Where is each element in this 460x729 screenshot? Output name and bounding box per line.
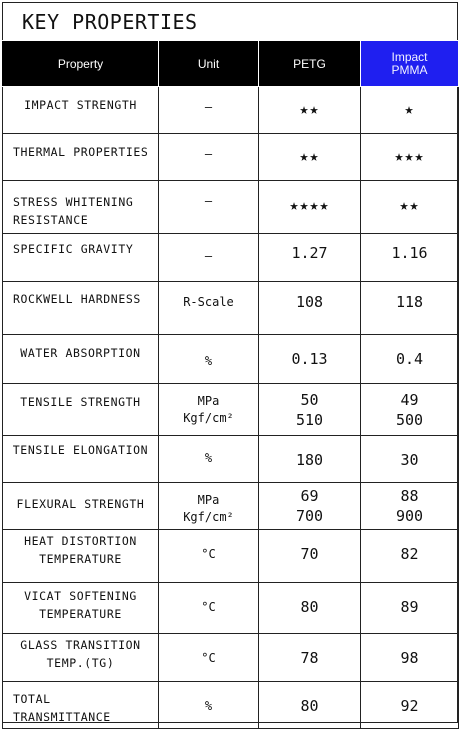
pmma-value-cell <box>361 134 459 181</box>
pmma-value-cell-text: ★★★ <box>394 147 425 165</box>
property-name-cell-text: TENSILE STRENGTH <box>20 395 141 409</box>
property-name-cell-text: ROCKWELL HARDNESS <box>13 292 141 306</box>
property-name-cell <box>3 436 159 483</box>
unit-cell-text: Kgf/cm² <box>183 510 234 524</box>
property-name-cell <box>3 335 159 384</box>
unit-cell-text: — <box>204 100 213 114</box>
petg-value-cell-text: 700 <box>295 507 324 525</box>
property-name-cell <box>3 282 159 335</box>
pmma-value-cell <box>361 181 459 234</box>
property-name-cell-text: TEMPERATURE <box>39 552 122 566</box>
petg-value-cell <box>259 384 361 436</box>
property-name-cell-text: TEMPERATURE <box>39 607 122 621</box>
unit-cell-text: MPa <box>197 493 220 507</box>
pmma-value-cell-text: ★★ <box>399 196 420 214</box>
pmma-value-cell-text: 0.4 <box>395 350 424 368</box>
property-name-cell-text: TENSILE ELONGATION <box>12 443 149 457</box>
pmma-value-cell-text: 88 <box>400 487 419 505</box>
unit-cell <box>159 682 259 729</box>
petg-value-cell-text: 80 <box>300 697 319 715</box>
property-name-cell-text: TEMP.(TG) <box>46 656 115 670</box>
property-name-cell <box>3 134 159 181</box>
petg-value-cell <box>259 234 361 282</box>
properties-table <box>2 40 459 729</box>
pmma-value-cell-text: 98 <box>400 649 419 667</box>
unit-cell <box>159 530 259 583</box>
pmma-value-cell <box>361 583 459 634</box>
pmma-value-cell-text: 118 <box>395 293 424 311</box>
property-name-cell-text: VICAT SOFTENING <box>24 589 137 603</box>
table-row <box>3 530 459 583</box>
table-row <box>3 634 459 682</box>
table-row <box>3 134 459 181</box>
pmma-value-cell <box>361 335 459 384</box>
unit-cell <box>159 134 259 181</box>
petg-value-cell-text: ★★ <box>299 147 320 165</box>
petg-value-cell <box>259 634 361 682</box>
pmma-value-cell-text: 89 <box>400 598 419 616</box>
unit-cell-text: °C <box>201 547 216 561</box>
unit-cell-text: Kgf/cm² <box>183 411 234 425</box>
pmma-value-cell <box>361 282 459 335</box>
table-row <box>3 87 459 134</box>
unit-cell <box>159 583 259 634</box>
header-pmma-line1: Impact <box>391 49 428 64</box>
property-name-cell-text: WATER ABSORPTION <box>20 346 141 360</box>
unit-cell <box>159 234 259 282</box>
petg-value-cell-text: 70 <box>300 545 319 563</box>
unit-cell-text: R-Scale <box>183 295 234 309</box>
pmma-value-cell <box>361 530 459 583</box>
pmma-value-cell <box>361 634 459 682</box>
property-name-cell <box>3 682 159 729</box>
unit-cell-text: — <box>204 147 213 161</box>
table-row <box>3 583 459 634</box>
property-name-cell-text: GLASS TRANSITION <box>20 638 141 652</box>
table-row <box>3 384 459 436</box>
unit-cell-text: — <box>204 249 213 263</box>
petg-value-cell <box>259 87 361 134</box>
petg-value-cell-text: 69 <box>300 487 319 505</box>
header-property: Property <box>3 41 159 87</box>
property-name-cell <box>3 181 159 234</box>
unit-cell-text: % <box>204 354 213 368</box>
header-row <box>3 41 459 87</box>
petg-value-cell-text: ★★★★ <box>289 196 330 214</box>
property-name-cell <box>3 583 159 634</box>
property-name-cell-text: IMPACT STRENGTH <box>24 98 137 112</box>
pmma-value-cell-text: 500 <box>395 411 424 429</box>
pmma-value-cell <box>361 483 459 530</box>
unit-cell <box>159 483 259 530</box>
header-pmma-line2: PMMA <box>391 62 428 77</box>
pmma-value-cell <box>361 682 459 729</box>
petg-value-cell-text: 78 <box>300 649 319 667</box>
unit-cell <box>159 87 259 134</box>
petg-value-cell <box>259 282 361 335</box>
property-name-cell-text: SPECIFIC GRAVITY <box>13 242 134 256</box>
property-name-cell-text: STRESS WHITENING <box>13 195 134 209</box>
property-name-cell <box>3 483 159 530</box>
pmma-value-cell-text: 30 <box>400 451 419 469</box>
header-impact-pmma <box>361 41 459 87</box>
unit-cell-text: % <box>204 451 213 465</box>
pmma-value-cell <box>361 87 459 134</box>
page-title: KEY PROPERTIES <box>22 10 198 34</box>
unit-cell <box>159 384 259 436</box>
petg-value-cell-text: 1.27 <box>291 244 328 262</box>
table-row <box>3 436 459 483</box>
petg-value-cell-text: 510 <box>295 411 324 429</box>
property-name-cell <box>3 384 159 436</box>
unit-cell <box>159 181 259 234</box>
table-row <box>3 682 459 729</box>
petg-value-cell-text: 180 <box>295 451 324 469</box>
pmma-value-cell-text: 82 <box>400 545 419 563</box>
table-row <box>3 234 459 282</box>
unit-cell <box>159 282 259 335</box>
pmma-value-cell-text: 92 <box>400 697 419 715</box>
pmma-value-cell-text: ★ <box>404 100 415 118</box>
petg-value-cell <box>259 436 361 483</box>
table-row <box>3 181 459 234</box>
petg-value-cell-text: 80 <box>300 598 319 616</box>
pmma-value-cell-text: 1.16 <box>391 244 428 262</box>
property-name-cell <box>3 87 159 134</box>
unit-cell-text: °C <box>201 651 216 665</box>
header-unit: Unit <box>159 41 259 87</box>
pmma-value-cell <box>361 234 459 282</box>
petg-value-cell <box>259 335 361 384</box>
unit-cell-text: MPa <box>197 394 220 408</box>
table-row <box>3 335 459 384</box>
pmma-value-cell-text: 900 <box>395 507 424 525</box>
unit-cell <box>159 634 259 682</box>
petg-value-cell <box>259 682 361 729</box>
table-row <box>3 483 459 530</box>
petg-value-cell <box>259 181 361 234</box>
petg-value-cell-text: 0.13 <box>291 350 328 368</box>
petg-value-cell-text: 50 <box>300 391 319 409</box>
table-row <box>3 282 459 335</box>
petg-value-cell <box>259 583 361 634</box>
property-name-cell <box>3 634 159 682</box>
petg-value-cell-text: 108 <box>295 293 324 311</box>
unit-cell <box>159 335 259 384</box>
property-name-cell-text: HEAT DISTORTION <box>24 534 137 548</box>
unit-cell-text: % <box>204 699 213 713</box>
petg-value-cell <box>259 530 361 583</box>
petg-value-cell <box>259 134 361 181</box>
property-name-cell <box>3 234 159 282</box>
property-name-cell-text: RESISTANCE <box>13 213 89 227</box>
unit-cell-text: — <box>204 194 213 208</box>
property-name-cell <box>3 530 159 583</box>
header-petg: PETG <box>259 41 361 87</box>
pmma-value-cell <box>361 436 459 483</box>
property-name-cell-text: FLEXURAL STRENGTH <box>16 497 145 511</box>
unit-cell <box>159 436 259 483</box>
property-name-cell-text: THERMAL PROPERTIES <box>13 145 149 159</box>
unit-cell-text: °C <box>201 600 216 614</box>
property-name-cell-text: TOTAL TRANSMITTANCE <box>13 692 111 724</box>
petg-value-cell-text: ★★ <box>299 100 320 118</box>
petg-value-cell <box>259 483 361 530</box>
pmma-value-cell <box>361 384 459 436</box>
pmma-value-cell-text: 49 <box>400 391 419 409</box>
